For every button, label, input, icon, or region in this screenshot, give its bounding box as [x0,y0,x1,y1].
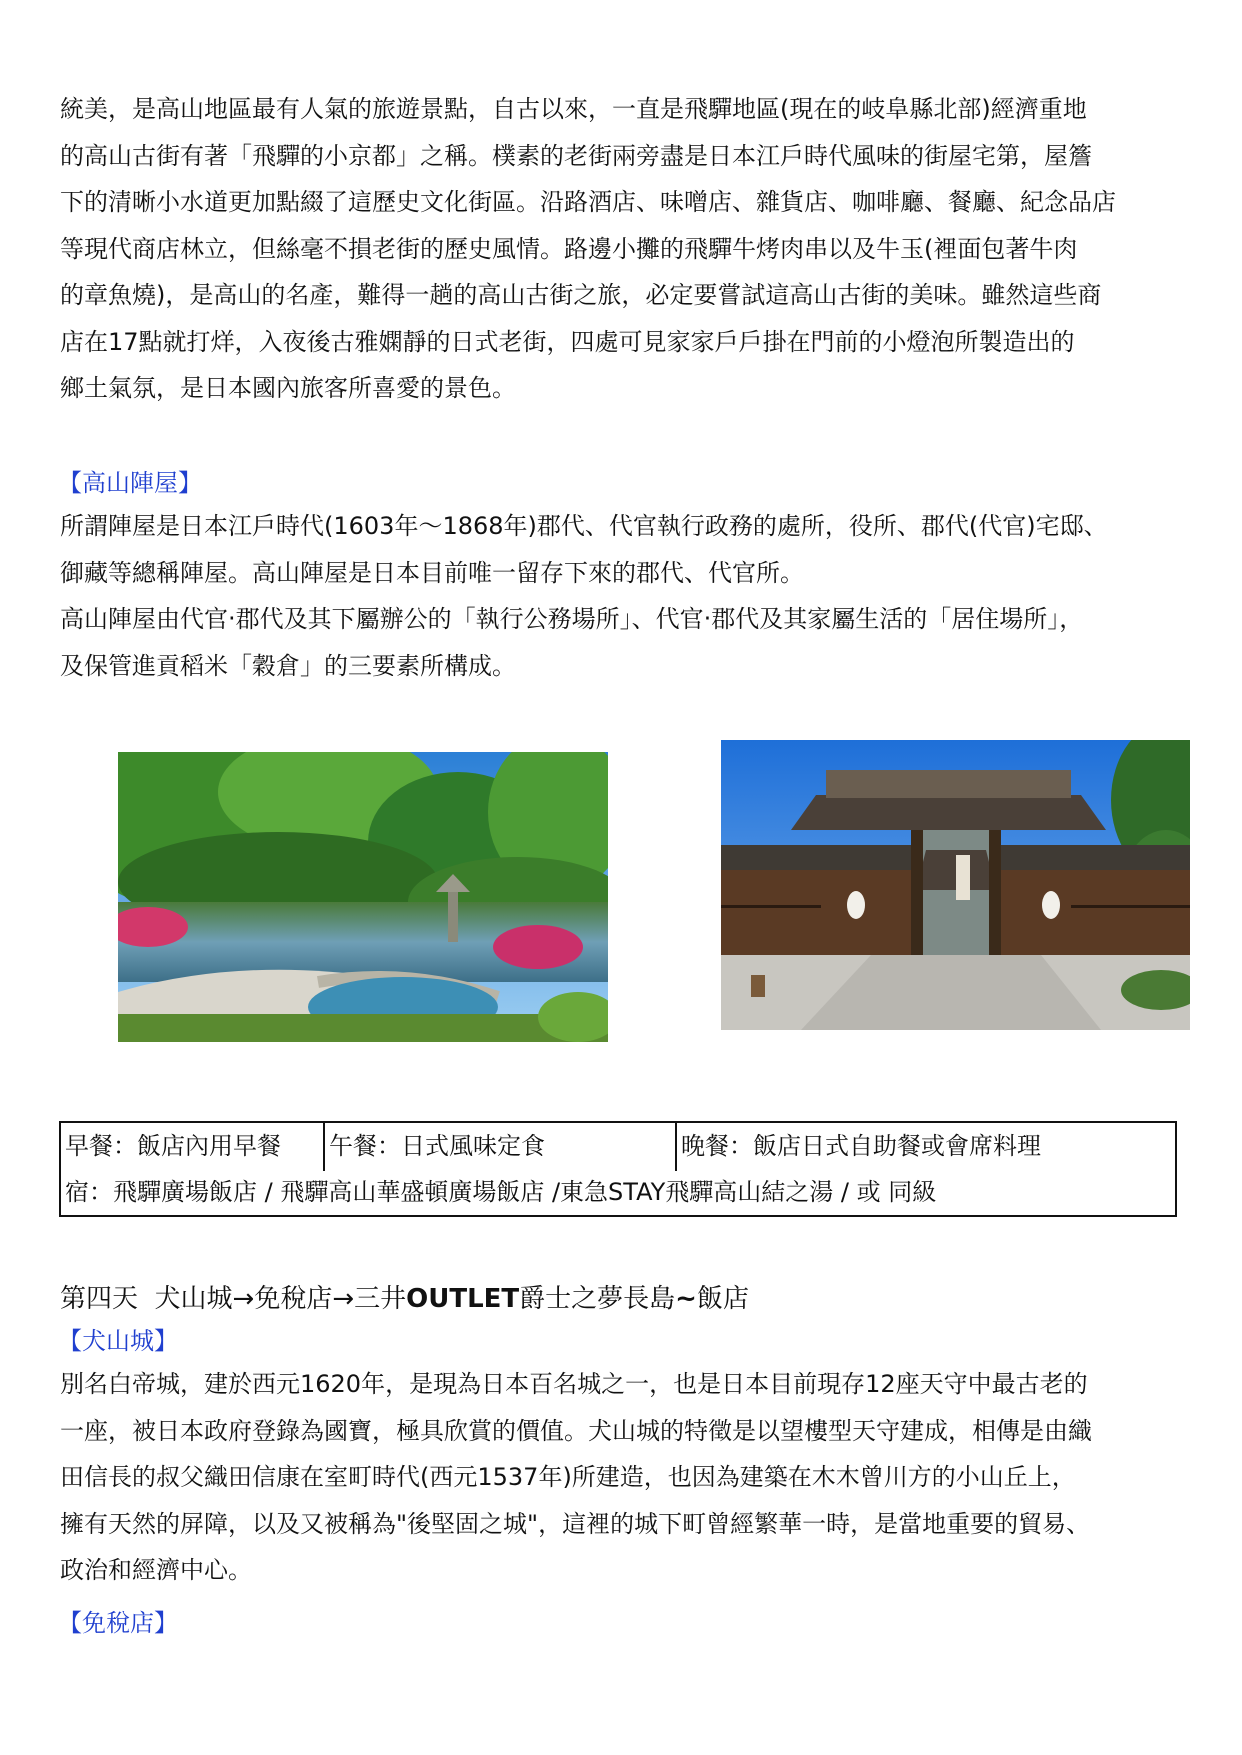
inuyama-line: 別名白帝城，建於西元1620年，是現為日本百名城之一，也是日本目前現存12座天守中最古老的 [60,1370,1088,1398]
jinya-line: 及保管進貢稻米「穀倉」的三要素所構成。 [60,651,516,680]
inuyama-castle-heading: 【犬山城】 [58,1327,178,1355]
inuyama-line: 一座，被日本政府登錄為國寶，極具欣賞的價值。犬山城的特徵是以望樓型天守建成，相傳是由織 [60,1416,1092,1445]
day4-route-part2: 爵士之夢長島 [519,1284,676,1314]
intro-line: 店在17點就打烊，入夜後古雅嫻靜的日式老街，四處可見家家戶戶掛在門前的小燈泡所製造出的 [60,327,1075,356]
day4-route-bold2: ~ [675,1284,697,1314]
breakfast-cell: 早餐：飯店內用早餐 [65,1132,281,1160]
garden-pond-photo [118,752,608,1042]
inuyama-castle-paragraph [60,1361,1190,1594]
day4-title [60,1282,749,1316]
duty-free-heading: 【免稅店】 [58,1609,178,1637]
takayama-jinya-paragraph [60,503,1190,689]
intro-line: 的高山古街有著「飛驒的小京都」之稱。樸素的老街兩旁盡是日本江戶時代風味的街屋宅第，屋簷 [60,141,1092,170]
intro-line: 下的清晰小水道更加點綴了這歷史文化街區。沿路酒店、味噌店、雜貨店、咖啡廳、餐廳、紀念品店 [60,188,1116,216]
jinya-line: 所謂陣屋是日本江戶時代(1603年～1868年)郡代、代官執行政務的處所，役所、郡代(代官)宅邸、 [60,512,1108,540]
inuyama-line: 擁有天然的屏障，以及又被稱為"後堅固之城"，這裡的城下町曾經繁華一時，是當地重要的貿易、 [60,1509,1091,1538]
lodging-row: 宿：飛驒廣場飯店 / 飛驒高山華盛頓廣場飯店 /東急STAY飛驒高山結之湯 / 或 同級 [65,1178,937,1206]
day4-route-part1: 犬山城→免稅店→三井 [154,1284,407,1314]
day4-label: 第四天 [60,1284,139,1314]
intro-line: 的章魚燒)，是高山的名產，難得一趟的高山古街之旅，必定要嘗試這高山古街的美味。雖然這些商 [60,281,1102,309]
intro-line: 鄉土氣氛，是日本國內旅客所喜愛的景色。 [60,374,516,402]
intro-paragraph [60,86,1190,412]
inuyama-line: 田信長的叔父織田信康在室町時代(西元1537年)所建造，也因為建築在木木曾川方的小山丘上， [60,1463,1076,1491]
takayama-jinya-heading: 【高山陣屋】 [58,469,202,497]
jinya-line: 高山陣屋由代官‧郡代及其下屬辦公的「執行公務場所」、代官‧郡代及其家屬生活的「居住場所」， [60,605,1084,633]
intro-line: 等現代商店林立，但絲毫不損老街的歷史風情。路邊小攤的飛驒牛烤肉串以及牛玉(裡面包著牛肉 [60,234,1078,263]
jinya-line: 御藏等總稱陣屋。高山陣屋是日本目前唯一留存下來的郡代、代官所。 [60,558,804,587]
day4-route-bold: OUTLET [406,1284,520,1314]
intro-line: 統美，是高山地區最有人氣的旅遊景點，自古以來，一直是飛驒地區(現在的岐阜縣北部)經濟重地 [60,95,1087,123]
takayama-jinya-gate-photo [721,740,1190,1030]
dinner-cell: 晚餐：飯店日式自助餐或會席料理 [675,1123,1175,1171]
lunch-cell: 午餐：日式風味定食 [323,1123,675,1171]
meals-table [59,1121,1177,1217]
meals-row [61,1123,1175,1171]
inuyama-line: 政治和經濟中心。 [60,1556,252,1584]
day4-route-part3: 飯店 [696,1284,749,1314]
